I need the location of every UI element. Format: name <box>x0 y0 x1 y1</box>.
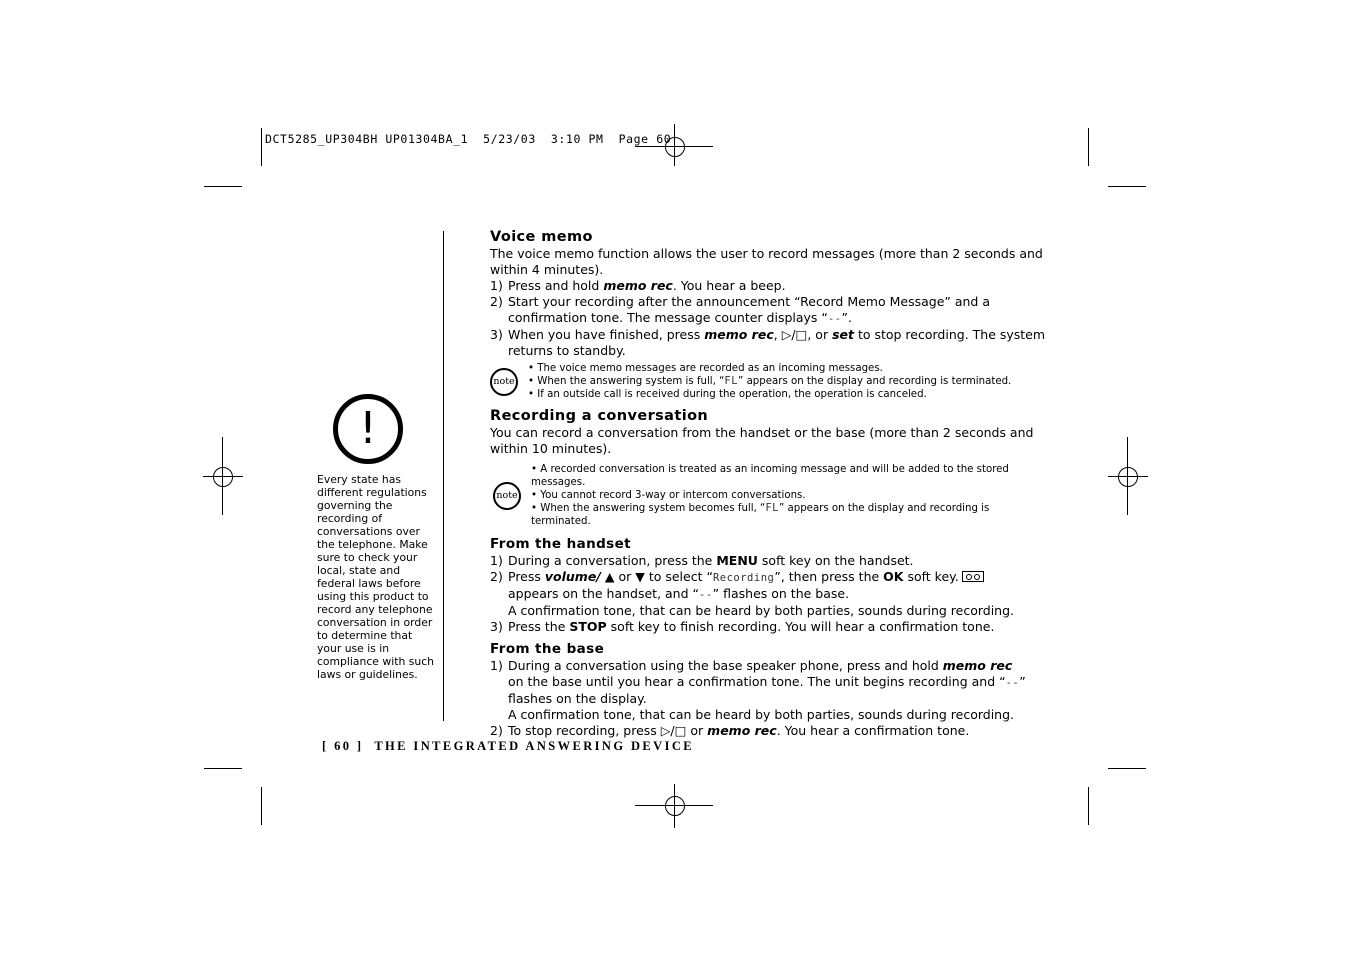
voice-memo-intro: The voice memo function allows the user to record messages (more than 2 seconds and within 4 minutes). <box>490 246 1043 277</box>
crop-mark <box>204 768 242 769</box>
arrow-down-icon: ▼ <box>635 569 645 584</box>
section-title-voice-memo: Voice memo <box>490 229 593 245</box>
note-item: • The voice memo messages are recorded as an incoming messages. <box>528 362 1011 375</box>
lcd-readout: -- <box>827 313 842 325</box>
note-item: • When the answering system is full, “FL” appears on the display and recording is terminated. <box>528 375 1011 388</box>
note-item: • A recorded conversation is treated as an incoming message and will be added to the stored messages. <box>531 463 1050 489</box>
sidebar-warning-text: Every state has different regulations governing the recording of conversations over the telephone. Make sure to check your local, state and federal laws before using this product to record any telephone conversation in order to determine that your use is in compliance with such laws or guidelines. <box>317 473 434 681</box>
list-item: 2) To stop recording, press ▷/□ or memo rec. You hear a confirmation tone. <box>490 723 970 738</box>
note-item: • When the answering system becomes full, “FL” appears on the display and recording is terminated. <box>531 502 1050 528</box>
key-memo-rec: memo rec <box>704 327 774 342</box>
crop-mark <box>1088 128 1089 166</box>
crop-mark <box>1108 186 1146 187</box>
list-item: 2) Press volume/ ▲ or ▼ to select “Recording”, then press the OK soft key. appears on the handset, and “--” flashes on the base. A confirmation tone, that can be heard by both parties, sounds during recording. <box>490 569 1015 618</box>
key-menu: MENU <box>716 553 758 568</box>
print-slug: DCT5285_UP304BH UP01304BA_1 5/23/03 3:10 PM Page 60 <box>265 132 672 146</box>
key-volume: volume/ <box>544 569 601 584</box>
list-item: 1) Press and hold memo rec. You hear a beep. <box>490 278 786 293</box>
key-stop: STOP <box>569 619 607 634</box>
crop-mark <box>1108 768 1146 769</box>
note-box <box>493 463 1050 528</box>
play-stop-icon: ▷/□ <box>781 327 808 342</box>
registration-mark-left <box>203 437 243 517</box>
crop-mark <box>261 128 262 166</box>
crop-mark <box>204 186 242 187</box>
key-set: set <box>832 327 854 342</box>
list-item: 3) When you have finished, press memo rec, ▷/□, or set to stop recording. The system returns to standby. <box>490 327 1046 358</box>
key-memo-rec: memo rec <box>707 723 777 738</box>
note-icon: note <box>490 368 518 396</box>
subsection-title-handset: From the handset <box>490 536 632 552</box>
key-ok: OK <box>883 569 904 584</box>
note-icon: note <box>493 482 521 510</box>
list-item: 3) Press the STOP soft key to finish recording. You will hear a confirmation tone. <box>490 619 995 634</box>
page-footer <box>322 739 694 754</box>
list-item: 2) Start your recording after the announcement “Record Memo Message” and a confirmation tone. The message counter displays “--”. <box>490 294 990 325</box>
key-memo-rec: memo rec <box>942 658 1013 673</box>
subsection-title-base: From the base <box>490 641 605 657</box>
main-content <box>490 228 1050 739</box>
note-item: • If an outside call is received during the operation, the operation is canceled. <box>528 388 1011 401</box>
list-item: 1) During a conversation using the base speaker phone, press and hold memo rec on the base until you hear a confirmation tone. The unit begins recording and “--” flashes on the display. A confirmation tone, that can be heard by both parties, sounds during recording. <box>490 658 1026 722</box>
registration-mark-bottom <box>635 784 715 828</box>
registration-mark-right <box>1108 437 1148 517</box>
registration-mark-top <box>635 120 715 166</box>
section-name: THE INTEGRATED ANSWERING DEVICE <box>374 739 695 753</box>
crop-mark <box>1088 787 1089 825</box>
page-number: [ 60 ] <box>322 739 364 753</box>
section-title-recording: Recording a conversation <box>490 408 709 424</box>
lcd-readout: Recording <box>712 572 775 584</box>
warning-icon: ! <box>333 394 403 464</box>
key-memo-rec: memo rec <box>603 278 673 293</box>
recording-intro: You can record a conversation from the handset or the base (more than 2 seconds and within 10 minutes). <box>490 425 1034 456</box>
crop-mark <box>261 787 262 825</box>
list-item: 1) During a conversation, press the MENU soft key on the handset. <box>490 553 914 568</box>
note-box <box>490 362 1050 401</box>
cassette-icon <box>962 571 984 582</box>
note-item: • You cannot record 3-way or intercom conversations. <box>531 489 1050 502</box>
column-divider <box>443 231 444 721</box>
play-stop-icon: ▷/□ <box>660 723 687 738</box>
arrow-up-icon: ▲ <box>604 569 615 584</box>
